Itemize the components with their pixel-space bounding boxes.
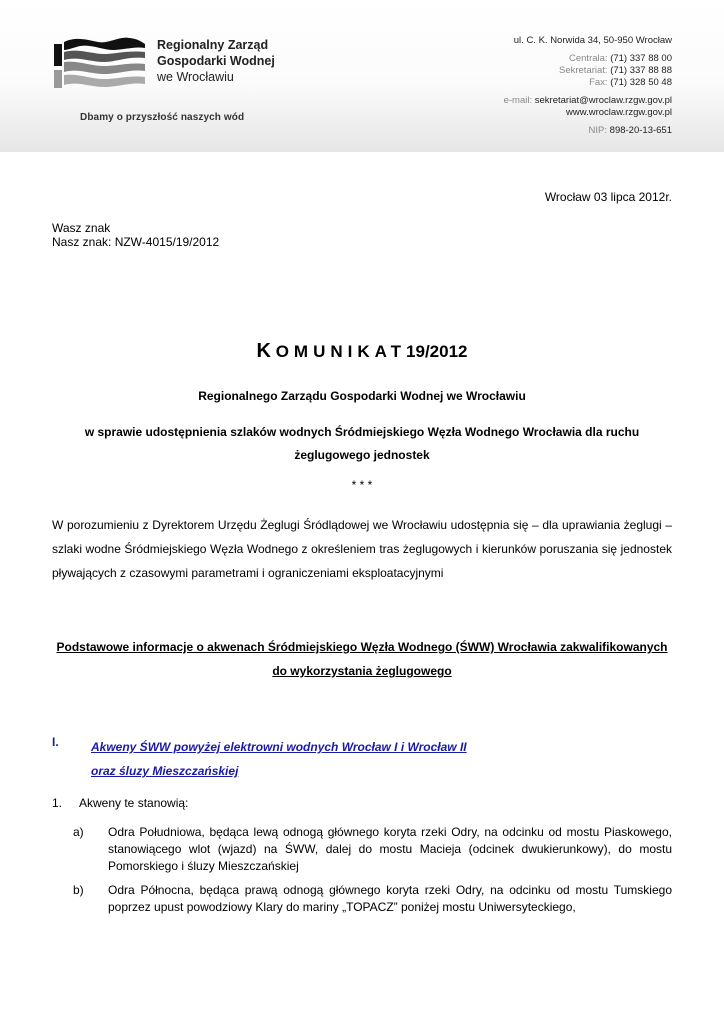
contact-block xyxy=(504,35,672,137)
title-number: 19/2012 xyxy=(406,342,468,361)
sub-list-item xyxy=(73,824,672,875)
issuer-line: Regionalnego Zarządu Gospodarki Wodnej we Wrocławiu xyxy=(198,389,526,403)
reference-block xyxy=(52,221,219,249)
address: ul. C. K. Norwida 34, 50-950 Wrocław xyxy=(513,35,672,46)
your-reference: Wasz znak xyxy=(52,221,111,235)
list-item-text: Akweny te stanowią: xyxy=(79,796,189,810)
document-title xyxy=(0,340,724,363)
website-link[interactable]: www.wroclaw.rzgw.gov.pl xyxy=(566,107,672,118)
our-reference: Nasz znak: NZW-4015/19/2012 xyxy=(52,235,220,249)
org-name-line: we Wrocławiu xyxy=(157,70,234,84)
section-title-line: oraz śluzy Mieszczańskiej xyxy=(91,764,239,778)
nip-line: NIP: 898-20-13-651 xyxy=(588,125,672,136)
phone-line: Centrala: (71) 337 88 00 xyxy=(569,53,672,64)
separator: * * * xyxy=(351,478,373,492)
sub-item-label: b) xyxy=(73,883,84,897)
org-name-line: Gospodarki Wodnej xyxy=(157,54,275,68)
email-link[interactable]: sekretariat@wroclaw.rzgw.gov.pl xyxy=(534,95,672,106)
subject-line: w sprawie udostępnienia szlaków wodnych Śródmiejskiego Węzła Wodnego Wrocławia dla ruchu żeglugowego jednostek xyxy=(84,425,640,462)
rzgw-logo-icon xyxy=(52,34,146,94)
letterhead xyxy=(0,0,724,152)
title-initial: K xyxy=(256,340,271,362)
list-item-number: 1. xyxy=(52,796,63,810)
phone-line: Sekretariat: (71) 337 88 88 xyxy=(558,65,672,76)
letter-date: Wrocław 03 lipca 2012r. xyxy=(544,190,672,204)
intro-paragraph: W porozumieniu z Dyrektorem Urzędu Żeglugi Śródlądowej we Wrocławiu udostępnia się – dla uprawiania żeglugi – szlaki wodne Śródmiejskiego Węzła Wodnego z określeniem tras żeglugowych i kierunków poruszania się jednostek pływających z czasowymi parametrami i ograniczeniami eksploatacyjnymi xyxy=(52,518,672,580)
section-title-line: Akweny ŚWW powyżej elektrowni wodnych Wrocław I i Wrocław II xyxy=(91,740,467,754)
org-name-line: Regionalny Zarząd xyxy=(157,38,269,52)
sub-item-text: Odra Północna, będąca prawą odnogą głównego koryta rzeki Odry, na odcinku od mostu Tumskiego poprzez upust powodziowy Klary do mariny „TOPACZ” poniżej mostu Uniwersyteckiego, xyxy=(108,883,672,914)
section-title-link[interactable] xyxy=(91,735,467,783)
basic-info-heading: Podstawowe informacje o akwenach Śródmiejskiego Węzła Wodnego (ŚWW) Wrocławia zakwalifikowanych do wykorzystania żeglugowego xyxy=(56,640,668,678)
title-spaced-word: OMUNIKAT xyxy=(275,342,407,361)
sub-item-label: a) xyxy=(73,825,84,839)
section-number: I. xyxy=(52,735,59,749)
motto: Dbamy o przyszłość naszych wód xyxy=(80,112,245,123)
organization-name xyxy=(157,37,275,85)
email-line: e-mail: sekretariat@wroclaw.rzgw.gov.pl xyxy=(503,95,672,106)
phone-line: Fax: (71) 328 50 48 xyxy=(589,77,672,88)
sub-item-text: Odra Południowa, będąca lewą odnogą głównego koryta rzeki Odry, na odcinku od mostu Piaskowego, stanowiącego wlot (wjazd) na ŚWW, dalej do mostu Macieja (odcinek dwukierunkowy), do mostu Pomorskiego i śluzy Mieszczańskiej xyxy=(108,825,672,873)
sub-list-item xyxy=(73,882,672,916)
list-item xyxy=(52,796,188,810)
